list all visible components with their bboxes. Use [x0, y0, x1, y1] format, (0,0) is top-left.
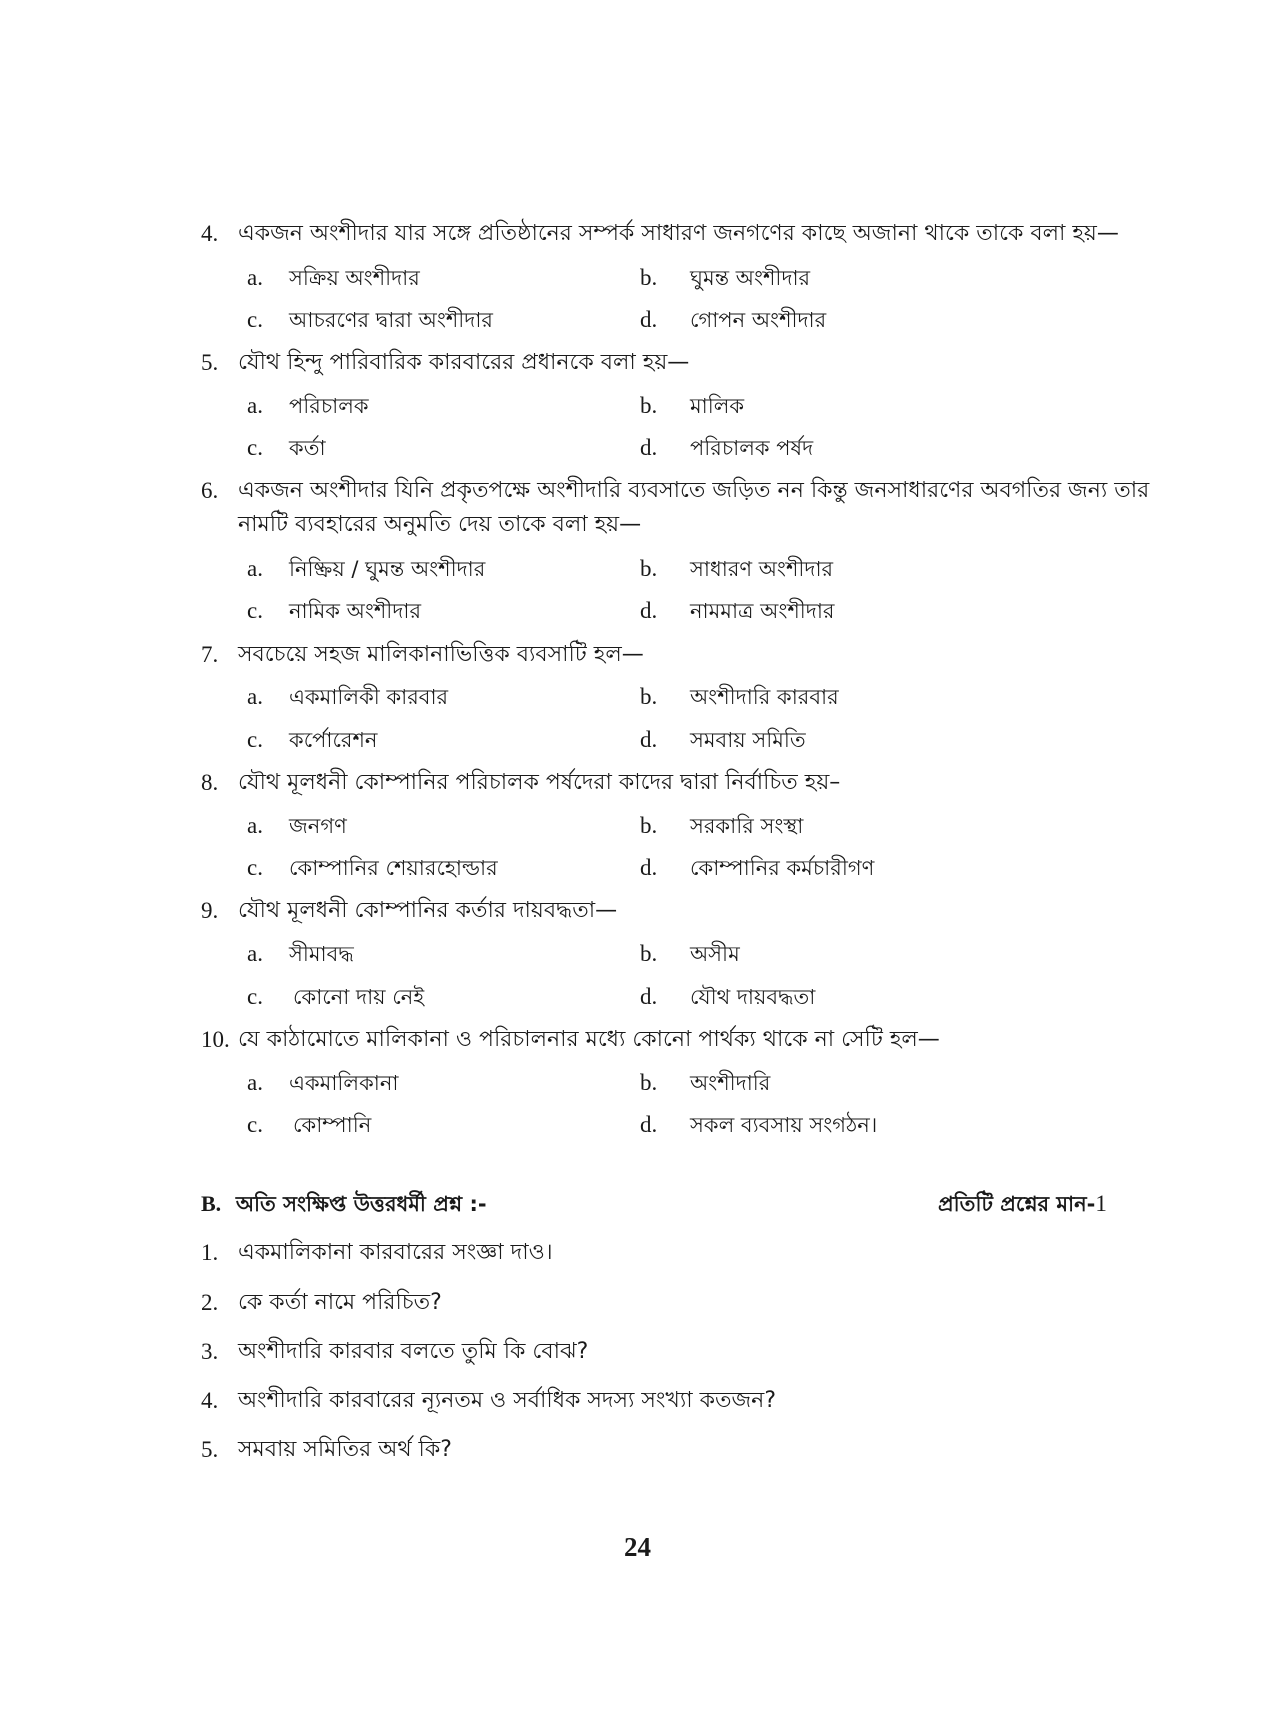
marks-value: 1 — [1095, 1191, 1107, 1216]
short-question-number: 1. — [201, 1240, 219, 1265]
option-text: নিষ্ক্রিয় / ঘুমন্ত অংশীদার — [289, 557, 486, 581]
option-text: ঘুমন্ত অংশীদার — [690, 266, 811, 290]
option-letter: a. — [247, 813, 263, 838]
option-text: কোনো দায় নেই — [293, 985, 425, 1009]
option-letter: b. — [640, 684, 658, 709]
short-question-number: 4. — [201, 1388, 219, 1413]
question-number: 8. — [201, 770, 219, 795]
option-letter: c. — [247, 598, 263, 623]
question-text-continued: নামটি ব্যবহারের অনুমতি দেয় তাকে বলা হয়— — [238, 512, 642, 537]
marks-note — [938, 1190, 1107, 1218]
option-letter: d. — [640, 984, 658, 1009]
question-text: যৌথ মূলধনী কোম্পানির কর্তার দায়বদ্ধতা— — [238, 898, 618, 923]
option-text: আচরণের দ্বারা অংশীদার — [289, 308, 493, 332]
option-letter: c. — [247, 1112, 263, 1137]
question-text: যে কাঠামোতে মালিকানা ও পরিচালনার মধ্যে কোনো পার্থক্য থাকে না সেটি হল— — [238, 1027, 940, 1052]
short-question-number: 3. — [201, 1339, 219, 1364]
option-text: অসীম — [690, 942, 740, 966]
option-letter: d. — [640, 598, 658, 623]
option-text: পরিচালক — [289, 394, 369, 418]
short-question-text: কে কর্তা নামে পরিচিত? — [238, 1290, 442, 1315]
option-letter: b. — [640, 393, 658, 418]
option-letter: b. — [640, 556, 658, 581]
question-text: যৌথ হিন্দু পারিবারিক কারবারের প্রধানকে বলা হয়— — [238, 350, 690, 375]
question-number: 5. — [201, 350, 219, 375]
page-number: 24 — [624, 1532, 651, 1562]
option-text: কোম্পানি — [293, 1113, 372, 1137]
option-text: গোপন অংশীদার — [690, 308, 827, 332]
option-text: একমালিকানা — [289, 1071, 399, 1095]
section-heading — [201, 1190, 487, 1218]
option-letter: c. — [247, 307, 263, 332]
option-letter: b. — [640, 265, 658, 290]
option-text: যৌথ দায়বদ্ধতা — [690, 985, 816, 1009]
option-text: কোম্পানির শেয়ারহোল্ডার — [289, 856, 498, 880]
option-text: সাধারণ অংশীদার — [690, 557, 834, 581]
question-number: 10. — [201, 1027, 230, 1052]
option-text: অংশীদারি — [690, 1071, 771, 1095]
option-letter: c. — [247, 855, 263, 880]
option-text: নামমাত্র অংশীদার — [690, 599, 835, 623]
option-text: সকল ব্যবসায় সংগঠন। — [690, 1113, 878, 1137]
option-text: সমবায় সমিতি — [690, 728, 806, 752]
option-letter: b. — [640, 813, 658, 838]
short-question-text: সমবায় সমিতির অর্থ কি? — [238, 1437, 452, 1462]
option-text: কর্তা — [289, 436, 326, 460]
option-letter: a. — [247, 941, 263, 966]
short-question-number: 2. — [201, 1290, 219, 1315]
short-question-number: 5. — [201, 1437, 219, 1462]
section-letter: B. — [201, 1191, 222, 1216]
option-text: মালিক — [690, 394, 745, 418]
option-text: পরিচালক পর্ষদ — [690, 436, 814, 460]
option-letter: a. — [247, 393, 263, 418]
option-letter: a. — [247, 556, 263, 581]
section-title: অতি সংক্ষিপ্ত উত্তরধর্মী প্রশ্ন :- — [235, 1192, 487, 1216]
option-letter: a. — [247, 684, 263, 709]
option-letter: c. — [247, 984, 263, 1009]
option-letter: a. — [247, 1070, 263, 1095]
option-letter: a. — [247, 265, 263, 290]
option-text: কোম্পানির কর্মচারীগণ — [690, 856, 875, 880]
short-question-text: অংশীদারি কারবারের ন্যূনতম ও সর্বাধিক সদস্য সংখ্যা কতজন? — [238, 1388, 776, 1413]
option-letter: d. — [640, 1112, 658, 1137]
question-text: একজন অংশীদার যিনি প্রকৃতপক্ষে অংশীদারি ব্যবসাতে জড়িত নন কিন্তু জনসাধারণের অবগতির জন্য তার — [238, 478, 1150, 503]
option-letter: b. — [640, 1070, 658, 1095]
question-number: 6. — [201, 478, 219, 503]
option-text: নামিক অংশীদার — [289, 599, 421, 623]
short-question-text: একমালিকানা কারবারের সংজ্ঞা দাও। — [238, 1240, 553, 1265]
option-text: কর্পোরেশন — [289, 728, 378, 752]
option-letter: c. — [247, 435, 263, 460]
question-text: একজন অংশীদার যার সঙ্গে প্রতিষ্ঠানের সম্পর্ক সাধারণ জনগণের কাছে অজানা থাকে তাকে বলা হয়— — [238, 221, 1119, 246]
question-number: 9. — [201, 898, 219, 923]
option-text: সরকারি সংস্থা — [690, 814, 804, 838]
option-letter: d. — [640, 307, 658, 332]
option-text: একমালিকী কারবার — [289, 685, 449, 709]
option-letter: d. — [640, 727, 658, 752]
option-letter: c. — [247, 727, 263, 752]
question-number: 7. — [201, 642, 219, 667]
option-text: সক্রিয় অংশীদার — [289, 266, 420, 290]
option-letter: d. — [640, 855, 658, 880]
option-text: সীমাবদ্ধ — [289, 942, 354, 966]
marks-label: প্রতিটি প্রশ্নের মান- — [938, 1192, 1096, 1216]
question-text: যৌথ মূলধনী কোম্পানির পরিচালক পর্ষদেরা কাদের দ্বারা নির্বাচিত হয়– — [238, 770, 841, 795]
option-letter: d. — [640, 435, 658, 460]
option-letter: b. — [640, 941, 658, 966]
short-question-text: অংশীদারি কারবার বলতে তুমি কি বোঝ? — [238, 1339, 589, 1364]
question-text: সবচেয়ে সহজ মালিকানাভিত্তিক ব্যবসাটি হল— — [238, 642, 644, 667]
option-text: জনগণ — [289, 814, 347, 838]
option-text: অংশীদারি কারবার — [690, 685, 839, 709]
question-number: 4. — [201, 221, 219, 246]
